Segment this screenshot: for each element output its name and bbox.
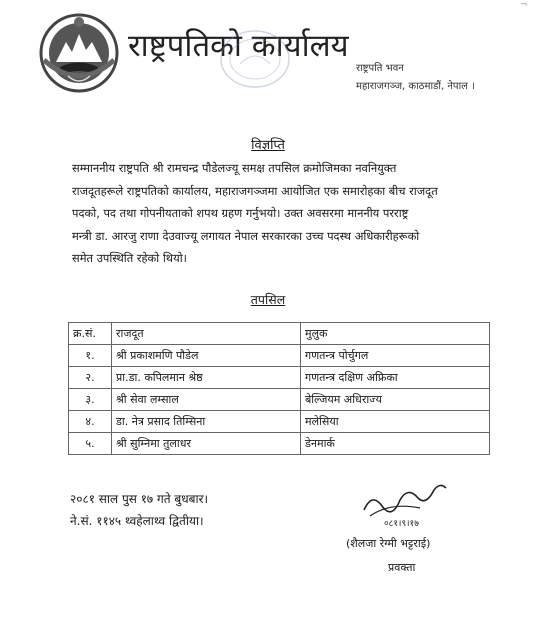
cell-ambassador: श्री प्रकाशमणि पौडेल	[112, 345, 301, 367]
cell-sn: ५.	[69, 433, 112, 455]
cell-ambassador: श्री सेवा लम्साल	[112, 389, 301, 411]
body-line: पदको, पद तथा गोपनीयताको शपथ ग्रहण गर्नुभयो। उक्त अवसरमा माननीय परराष्ट्र	[72, 206, 409, 221]
cell-country: मलेसिया	[301, 411, 490, 433]
body-line: समेत उपस्थिति रहेको थियो।	[72, 251, 187, 266]
address-line-1: राष्ट्रपति भवन	[356, 63, 404, 74]
cell-country: गणतन्त्र दक्षिण अफ्रिका	[301, 367, 490, 389]
ambassador-table	[68, 322, 490, 455]
signature-icon	[360, 472, 450, 530]
signature-date: ०८१।९।१७	[384, 519, 419, 529]
office-stamp-icon	[218, 28, 292, 90]
body-line: सम्माननीय राष्ट्रपति श्री रामचन्द्र पौडेलज्यू समक्ष तपसिल क्रमोजिमका नवनियुक्त	[72, 161, 397, 175]
cell-sn: ४.	[69, 411, 112, 433]
cell-sn: २.	[69, 367, 112, 389]
cell-ambassador: प्रा.डा. कपिलमान श्रेष्ठ	[112, 367, 301, 389]
cell-country: बेल्जियम अधिराज्य	[301, 389, 490, 411]
table-row	[69, 345, 490, 367]
address-line-2: महाराजगञ्ज, काठमाडौं, नेपाल ।	[356, 81, 475, 92]
signatory-name: (शैलजा रेग्मी भट्टराई)	[346, 537, 431, 550]
date-nepal-sambat: ने.सं. ११४५ थ्वहेलाथ्व द्वितीया।	[70, 514, 204, 528]
cell-country: गणतन्त्र पोर्चुगल	[301, 345, 490, 367]
signatory-role: प्रवक्ता	[388, 561, 416, 574]
column-header-sn: क्र.सं.	[69, 323, 112, 345]
table-row	[69, 389, 490, 411]
table-row	[69, 411, 490, 433]
table-row	[69, 433, 490, 455]
column-header-country: मुलुक	[301, 323, 490, 345]
scan-mark: ¬	[520, 0, 528, 10]
cell-sn: ३.	[69, 389, 112, 411]
table-header-row	[69, 323, 490, 345]
cell-country: डेनमार्क	[301, 433, 490, 455]
cell-ambassador: श्री सुम्निमा तुलाधर	[112, 433, 301, 455]
table-heading: तपसिल	[250, 292, 286, 307]
office-title: राष्ट्रपतिको कार्यालय	[128, 28, 349, 64]
date-bikram-sambat: २०८१ साल पुस १७ गते बुधबार।	[70, 492, 209, 506]
cell-sn: १.	[69, 345, 112, 367]
body-line: मन्त्री डा. आरजु राणा देउवाज्यू लगायत नेपाल सरकारका उच्च पदस्थ अधिकारीहरूको	[72, 228, 420, 243]
notice-title: विज्ञप्ति	[251, 138, 285, 153]
nepal-emblem-icon	[38, 12, 120, 94]
column-header-ambassador: राजदूत	[112, 323, 301, 345]
cell-ambassador: डा. नेत्र प्रसाद तिम्सिना	[112, 411, 301, 433]
notice-body	[72, 157, 502, 270]
body-line: राजदूतहरूले राष्ट्रपतिको कार्यालय, महाराजगञ्जमा आयोजित एक समारोहका बीच राजदूत	[72, 183, 438, 198]
table-row	[69, 367, 490, 389]
